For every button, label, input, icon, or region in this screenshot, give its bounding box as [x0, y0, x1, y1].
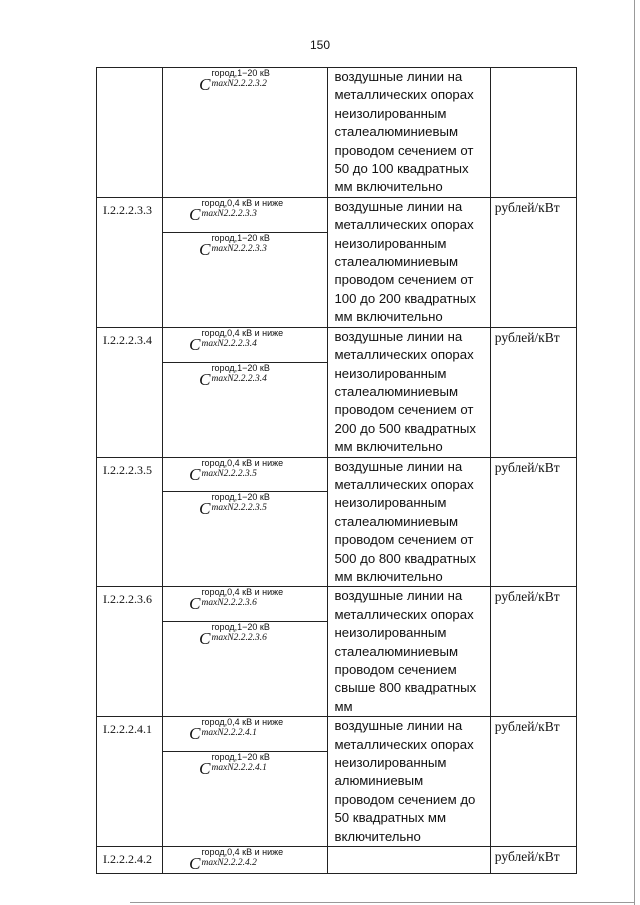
unit-label: [491, 68, 576, 70]
formula-symbol: C: [199, 499, 211, 519]
description-line: мм включительно: [334, 179, 443, 195]
description-line: воздушные линии на: [334, 198, 463, 214]
description-line: 500 до 800 квадратных: [334, 550, 476, 566]
row-code: [97, 68, 162, 73]
formula-superscript: город,1−20 кВ: [211, 232, 270, 243]
description-line: проводом сечением до: [334, 791, 476, 807]
description-line: свыше 800 квадратных: [334, 680, 477, 696]
description-line: проводом сечением от: [334, 402, 474, 418]
formula-subscript: maxN2.2.2.3.5: [201, 468, 257, 479]
description-line: проводом сечением: [334, 662, 457, 677]
formula-cell: [163, 327, 328, 362]
description-cell: [328, 717, 490, 847]
formula-symbol: C: [199, 629, 211, 649]
unit-label: рублей/кВт: [494, 719, 560, 735]
description-line: проводом сечением от: [334, 142, 474, 158]
description-line: 100 до 200 квадратных: [334, 290, 476, 306]
formula-subscript: maxN2.2.2.3.3: [201, 208, 257, 219]
code-cell: [97, 457, 163, 587]
description-line: неизолированным: [334, 755, 447, 771]
table-row: [97, 717, 577, 752]
formula-superscript: город,1−20 кВ: [211, 362, 270, 373]
description-line: проводом сечением от: [334, 532, 474, 548]
formula-superscript: город,0,4 кВ и ниже: [201, 717, 284, 728]
formula-medium-voltage: [163, 363, 327, 389]
description-line: неизолированным: [334, 365, 447, 381]
description-line: неизолированным: [334, 105, 447, 121]
description-text: [328, 587, 489, 716]
formula-symbol: C: [199, 759, 211, 779]
unit-label: рублей/кВт: [494, 589, 560, 605]
description-line: воздушные линии на: [334, 588, 463, 604]
formula-cell: [163, 197, 328, 232]
formula-low-voltage: [163, 847, 327, 873]
description-cell: [328, 847, 490, 874]
description-line: сталеалюминиевым: [334, 254, 459, 270]
description-line: 50 до 100 квадратных: [334, 161, 469, 177]
formula-symbol: C: [189, 334, 201, 354]
description-cell: [328, 68, 490, 198]
formula-superscript: город,0,4 кВ и ниже: [201, 457, 284, 468]
description-line: сталеалюминиевым: [334, 513, 459, 529]
description-line: сталеалюминиевым: [334, 643, 459, 659]
formula-superscript: город,0,4 кВ и ниже: [201, 847, 284, 858]
unit-label: рублей/кВт: [494, 459, 560, 475]
description-cell: [328, 327, 490, 457]
formula-superscript: город,1−20 кВ: [211, 492, 270, 503]
code-cell: [97, 68, 163, 198]
formula-symbol: C: [189, 464, 201, 484]
description-line: металлических опорах: [334, 87, 474, 103]
unit-label: рублей/кВт: [494, 329, 560, 345]
formula-symbol: C: [189, 204, 201, 224]
formula-symbol: C: [189, 594, 201, 614]
description-line: алюминиевым: [334, 773, 424, 789]
formula-cell: [163, 587, 328, 622]
description-line: мм включительно: [334, 439, 443, 455]
code-cell: [97, 587, 163, 717]
description-line: металлических опорах: [334, 736, 474, 752]
formula-subscript: maxN2.2.2.3.6: [211, 633, 267, 644]
table-row: [97, 847, 577, 874]
description-line: воздушные линии на: [334, 328, 463, 344]
row-code: I.2.2.2.4.1: [103, 722, 152, 737]
description-line: металлических опорах: [334, 217, 474, 233]
description-line: 200 до 500 квадратных: [334, 420, 476, 436]
formula-low-voltage: [163, 717, 327, 743]
formula-superscript: город,1−20 кВ: [211, 68, 270, 78]
unit-label: рублей/кВт: [494, 199, 560, 215]
description-line: неизолированным: [334, 235, 447, 251]
formula-subscript: maxN2.2.2.3.6: [201, 598, 257, 609]
description-line: мм: [334, 698, 353, 714]
description-text: [328, 717, 489, 846]
table-row: [97, 197, 577, 232]
formula-superscript: город,1−20 кВ: [211, 752, 270, 763]
description-line: воздушные линии на: [334, 718, 463, 734]
row-code: I.2.2.2.3.6: [103, 592, 152, 607]
description-line: неизолированным: [334, 495, 447, 511]
formula-subscript: maxN2.2.2.4.1: [211, 763, 267, 774]
unit-cell: [490, 587, 576, 717]
description-line: металлических опорах: [334, 606, 474, 622]
formula-medium-voltage: [163, 752, 327, 778]
description-line: металлических опорах: [334, 347, 474, 363]
formula-symbol: C: [189, 724, 201, 744]
formula-cell: [163, 717, 328, 752]
description-cell: [328, 587, 490, 717]
formula-symbol: C: [199, 75, 211, 94]
page-number: 150: [309, 38, 331, 52]
description-line: мм включительно: [334, 309, 443, 325]
description-text: [328, 68, 489, 197]
tariff-table: [96, 67, 577, 874]
scan-border-right: [634, 0, 635, 905]
description-line: металлических опорах: [334, 476, 474, 492]
formula-medium-voltage: [163, 622, 327, 648]
unit-label: рублей/кВт: [494, 849, 560, 865]
description-line: неизолированным: [334, 625, 447, 641]
scan-border-bottom: [130, 902, 635, 903]
formula-cell: [163, 622, 328, 717]
unit-cell: [490, 197, 576, 327]
formula-symbol: C: [199, 369, 211, 389]
formula-symbol: C: [189, 854, 201, 874]
row-code: I.2.2.2.4.2: [103, 852, 152, 867]
row-code: I.2.2.2.3.4: [103, 332, 152, 347]
unit-cell: [490, 717, 576, 847]
code-cell: [97, 197, 163, 327]
description-cell: [328, 457, 490, 587]
table-row: [97, 587, 577, 622]
description-line: сталеалюминиевым: [334, 383, 459, 399]
formula-superscript: город,0,4 кВ и ниже: [201, 197, 284, 208]
description-cell: [328, 197, 490, 327]
formula-low-voltage: [163, 587, 327, 613]
formula-medium-voltage: [163, 68, 327, 94]
table-row: [97, 457, 577, 492]
description-line: воздушные линии на: [334, 458, 463, 474]
description-line: проводом сечением от: [334, 272, 474, 288]
description-text: [328, 198, 489, 327]
description-line: включительно: [334, 828, 421, 844]
unit-cell: [490, 847, 576, 874]
formula-cell: [163, 457, 328, 492]
table-row: [97, 327, 577, 362]
formula-subscript: maxN2.2.2.3.2: [211, 79, 267, 89]
formula-cell: [163, 362, 328, 457]
formula-symbol: C: [199, 239, 211, 259]
formula-low-voltage: [163, 198, 327, 224]
formula-low-voltage: [163, 458, 327, 484]
formula-superscript: город,1−20 кВ: [211, 622, 270, 633]
formula-low-voltage: [163, 328, 327, 354]
code-cell: [97, 847, 163, 874]
formula-subscript: maxN2.2.2.3.3: [211, 243, 267, 254]
description-line: сталеалюминиевым: [334, 124, 459, 140]
table-row: [97, 68, 577, 198]
formula-cell: [163, 752, 328, 847]
description-text: [328, 847, 489, 869]
formula-cell: [163, 68, 328, 198]
formula-subscript: maxN2.2.2.3.4: [211, 373, 267, 384]
unit-cell: [490, 68, 576, 198]
formula-subscript: maxN2.2.2.3.5: [211, 503, 267, 514]
formula-subscript: maxN2.2.2.4.2: [201, 858, 257, 869]
formula-cell: [163, 492, 328, 587]
description-line: мм включительно: [334, 568, 443, 584]
formula-medium-voltage: [163, 492, 327, 518]
description-text: [328, 328, 489, 457]
row-code: I.2.2.2.3.3: [103, 202, 152, 217]
formula-subscript: maxN2.2.2.4.1: [201, 728, 257, 739]
description-line: 50 квадратных мм: [334, 810, 447, 826]
description-line: воздушные линии на: [334, 69, 463, 84]
formula-cell: [163, 232, 328, 327]
formula-subscript: maxN2.2.2.3.4: [201, 338, 257, 349]
formula-medium-voltage: [163, 233, 327, 259]
description-text: [328, 458, 489, 587]
unit-cell: [490, 327, 576, 457]
formula-superscript: город,0,4 кВ и ниже: [201, 327, 284, 338]
unit-cell: [490, 457, 576, 587]
formula-cell: [163, 847, 328, 874]
code-cell: [97, 717, 163, 847]
row-code: I.2.2.2.3.5: [103, 462, 152, 477]
code-cell: [97, 327, 163, 457]
formula-superscript: город,0,4 кВ и ниже: [201, 587, 284, 598]
